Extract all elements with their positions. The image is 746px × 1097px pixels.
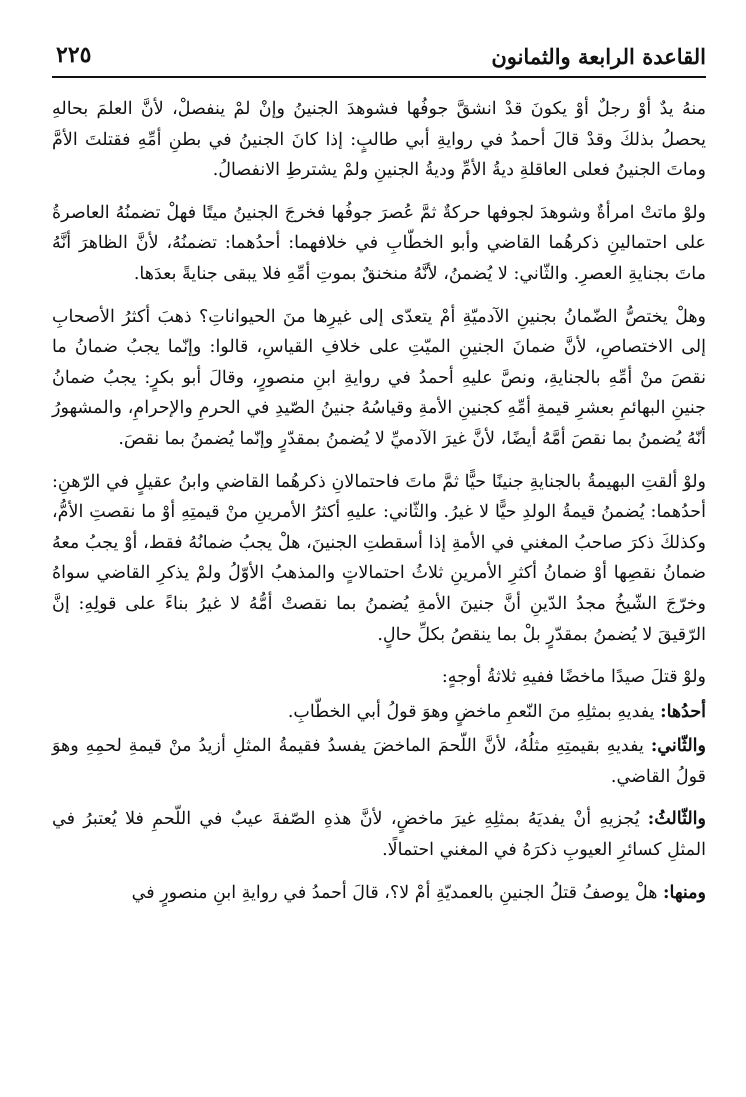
paragraph [52,878,706,909]
paragraph [52,94,706,186]
paragraph [52,662,706,693]
paragraph-lead: والثّاني: [650,736,706,757]
paragraph-text: يفديهِ بمثلِهِ منَ النّعمِ ماخضٍ وهوَ قولُ أبي الخطّابِ. [287,701,655,722]
paragraph-text: يُجزيهِ أنْ يفديَهُ بمثلِهِ غيرَ ماخضٍ، لأنَّ هذهِ الصّفةَ عيبٌ في اللّحمِ فلا يُعتبرُ في المثلِ كسائرِ العيوبِ ذكرَهُ في المغني احتمالًا. [52,809,706,861]
paragraph [52,302,706,455]
paragraph [52,804,706,865]
paragraph-text: وهلْ يختصُّ الضّمانُ بجنينِ الآدميّةِ أمْ يتعدّى إلى غيرِها منَ الحيواناتِ؟ ذهبَ أكثرُ الأصحابِ إلى الاختصاصِ، لأنَّ ضمانَ الجنينِ الميّتِ على خلافِ القياسِ، قالوا: وإنّما يجبُ ضمانُ ما نقصَ منْ أمِّهِ بالجنايةِ، ونصَّ عليهِ أحمدُ في روايةِ ابنِ منصورٍ، وقالَ أبو بكرٍ: يجبُ ضمانُ جنينِ البهائمِ بعشرِ قيمةِ أمِّهِ كجنينِ الأمةِ وقياسُهُ جنينُ الصّيدِ في الحرمِ والإحرامِ، والمشهورُ أنّهُ يُضمنُ بما نقصَ أمَّهُ أيضًا، لأنَّ غيرَ الآدميِّ لا يُضمنُ بمقدّرٍ وإنّما يُضمنُ بما نقصَ. [52,306,706,449]
paragraph-text: ولوْ قتلَ صيدًا ماخضًا ففيهِ ثلاثةُ أوجهٍ: [441,667,706,688]
paragraph [52,198,706,290]
paragraph-text: هلْ يوصفُ قتلُ الجنينِ بالعمديّةِ أمْ لا؟، قالَ أحمدُ في روايةِ ابنِ منصورٍ في [131,882,658,903]
page-number: ٢٢٥ [56,42,92,68]
paragraph-lead: ومنها: [663,882,706,903]
paragraph-text: ولوْ ماتتْ امرأةٌ وشوهدَ لجوفها حركةٌ ثمَّ عُصرَ جوفُها فخرجَ الجنينُ ميتًا فهلْ تضمنُهُ العاصرةُ على احتمالينِ ذكرهُما القاضي وأبو الخطّابِ في خلافهما: أحدُهما: تضمنُهُ، لأنَّ الظاهرَ أنَّهُ ماتَ بجنايةِ العصرِ. والثّاني: لا يُضمنُ، لأنَّهُ منخنقٌ بموتِ أمِّهِ فلا يبقى جنايةً بعدَها. [52,202,706,284]
paragraph-lead: والثّالثُ: [647,809,706,830]
paragraph-text: منهُ يدٌ أوْ رجلٌ أوْ يكونَ قدْ انشقَّ جوفُها فشوهدَ الجنينُ وإنْ لمْ ينفصلْ، لأنَّ العلمَ بحالهِ يحصلُ بذلكَ وقدْ قالَ أحمدُ في روايةِ أبي طالبٍ: إذا كانَ الجنينُ في بطنِ أمِّهِ فقتلتَ الأمَّ وماتَ الجنينُ فعلى العاقلةِ ديةُ الأمِّ وديةُ الجنينِ ولمْ يشترطِ الانفصالُ. [52,99,706,181]
paragraph-lead: أحدُها: [660,701,706,722]
book-page [52,40,706,1080]
paragraph-text: يفديهِ بقيمتِهِ مثلُهُ، لأنَّ اللّحمَ الماخضَ يفسدُ فقيمةُ المثلِ أزيدُ منْ قيمةِ لحمِهِ وهوَ قولُ القاضي. [52,736,706,787]
chapter-title: القاعدة الرابعة والثمانون [491,44,706,69]
paragraph [52,731,706,792]
paragraph [52,697,706,728]
paragraph-text: ولوْ ألقتِ البهيمةُ بالجنايةِ جنينًا حيًّا ثمَّ ماتَ فاحتمالانِ ذكرهُما القاضي وابنُ عقيلٍ في الرّهنِ: أحدُهما: يُضمنُ قيمةُ الولدِ حيًّا لا غيرُ. والثّاني: عليهِ أكثرُ الأمرينِ منْ قيمتِهِ أوْ ما نقصتِ الأمُّ، وكذلكَ ذكرَ صاحبُ المغني في الأمةِ إذا أسقطتِ الجنينَ، هلْ يجبُ ضمانُهُ فقط، أوْ يجبُ معهُ ضمانُ نقصِها أوْ ضمانُ أكثرِ الأمرينِ ثلاثُ احتمالاتٍ والمذهبُ الأوّلُ ولمْ يذكرِ القاضي سواهُ وخرّجَ الشّيخُ مجدُ الدّينِ أنَّ جنينَ الأمةِ يُضمنُ بما نقصتْ أمُّهُ لا غيرُ بناءً على قولِهِ: إنَّ الرّقيقَ لا يُضمنُ بمقدّرٍ بلْ بما ينقصُ بكلِّ حالٍ. [52,471,706,645]
paragraph [52,467,706,651]
body-text [52,78,706,908]
page-header [52,40,706,78]
